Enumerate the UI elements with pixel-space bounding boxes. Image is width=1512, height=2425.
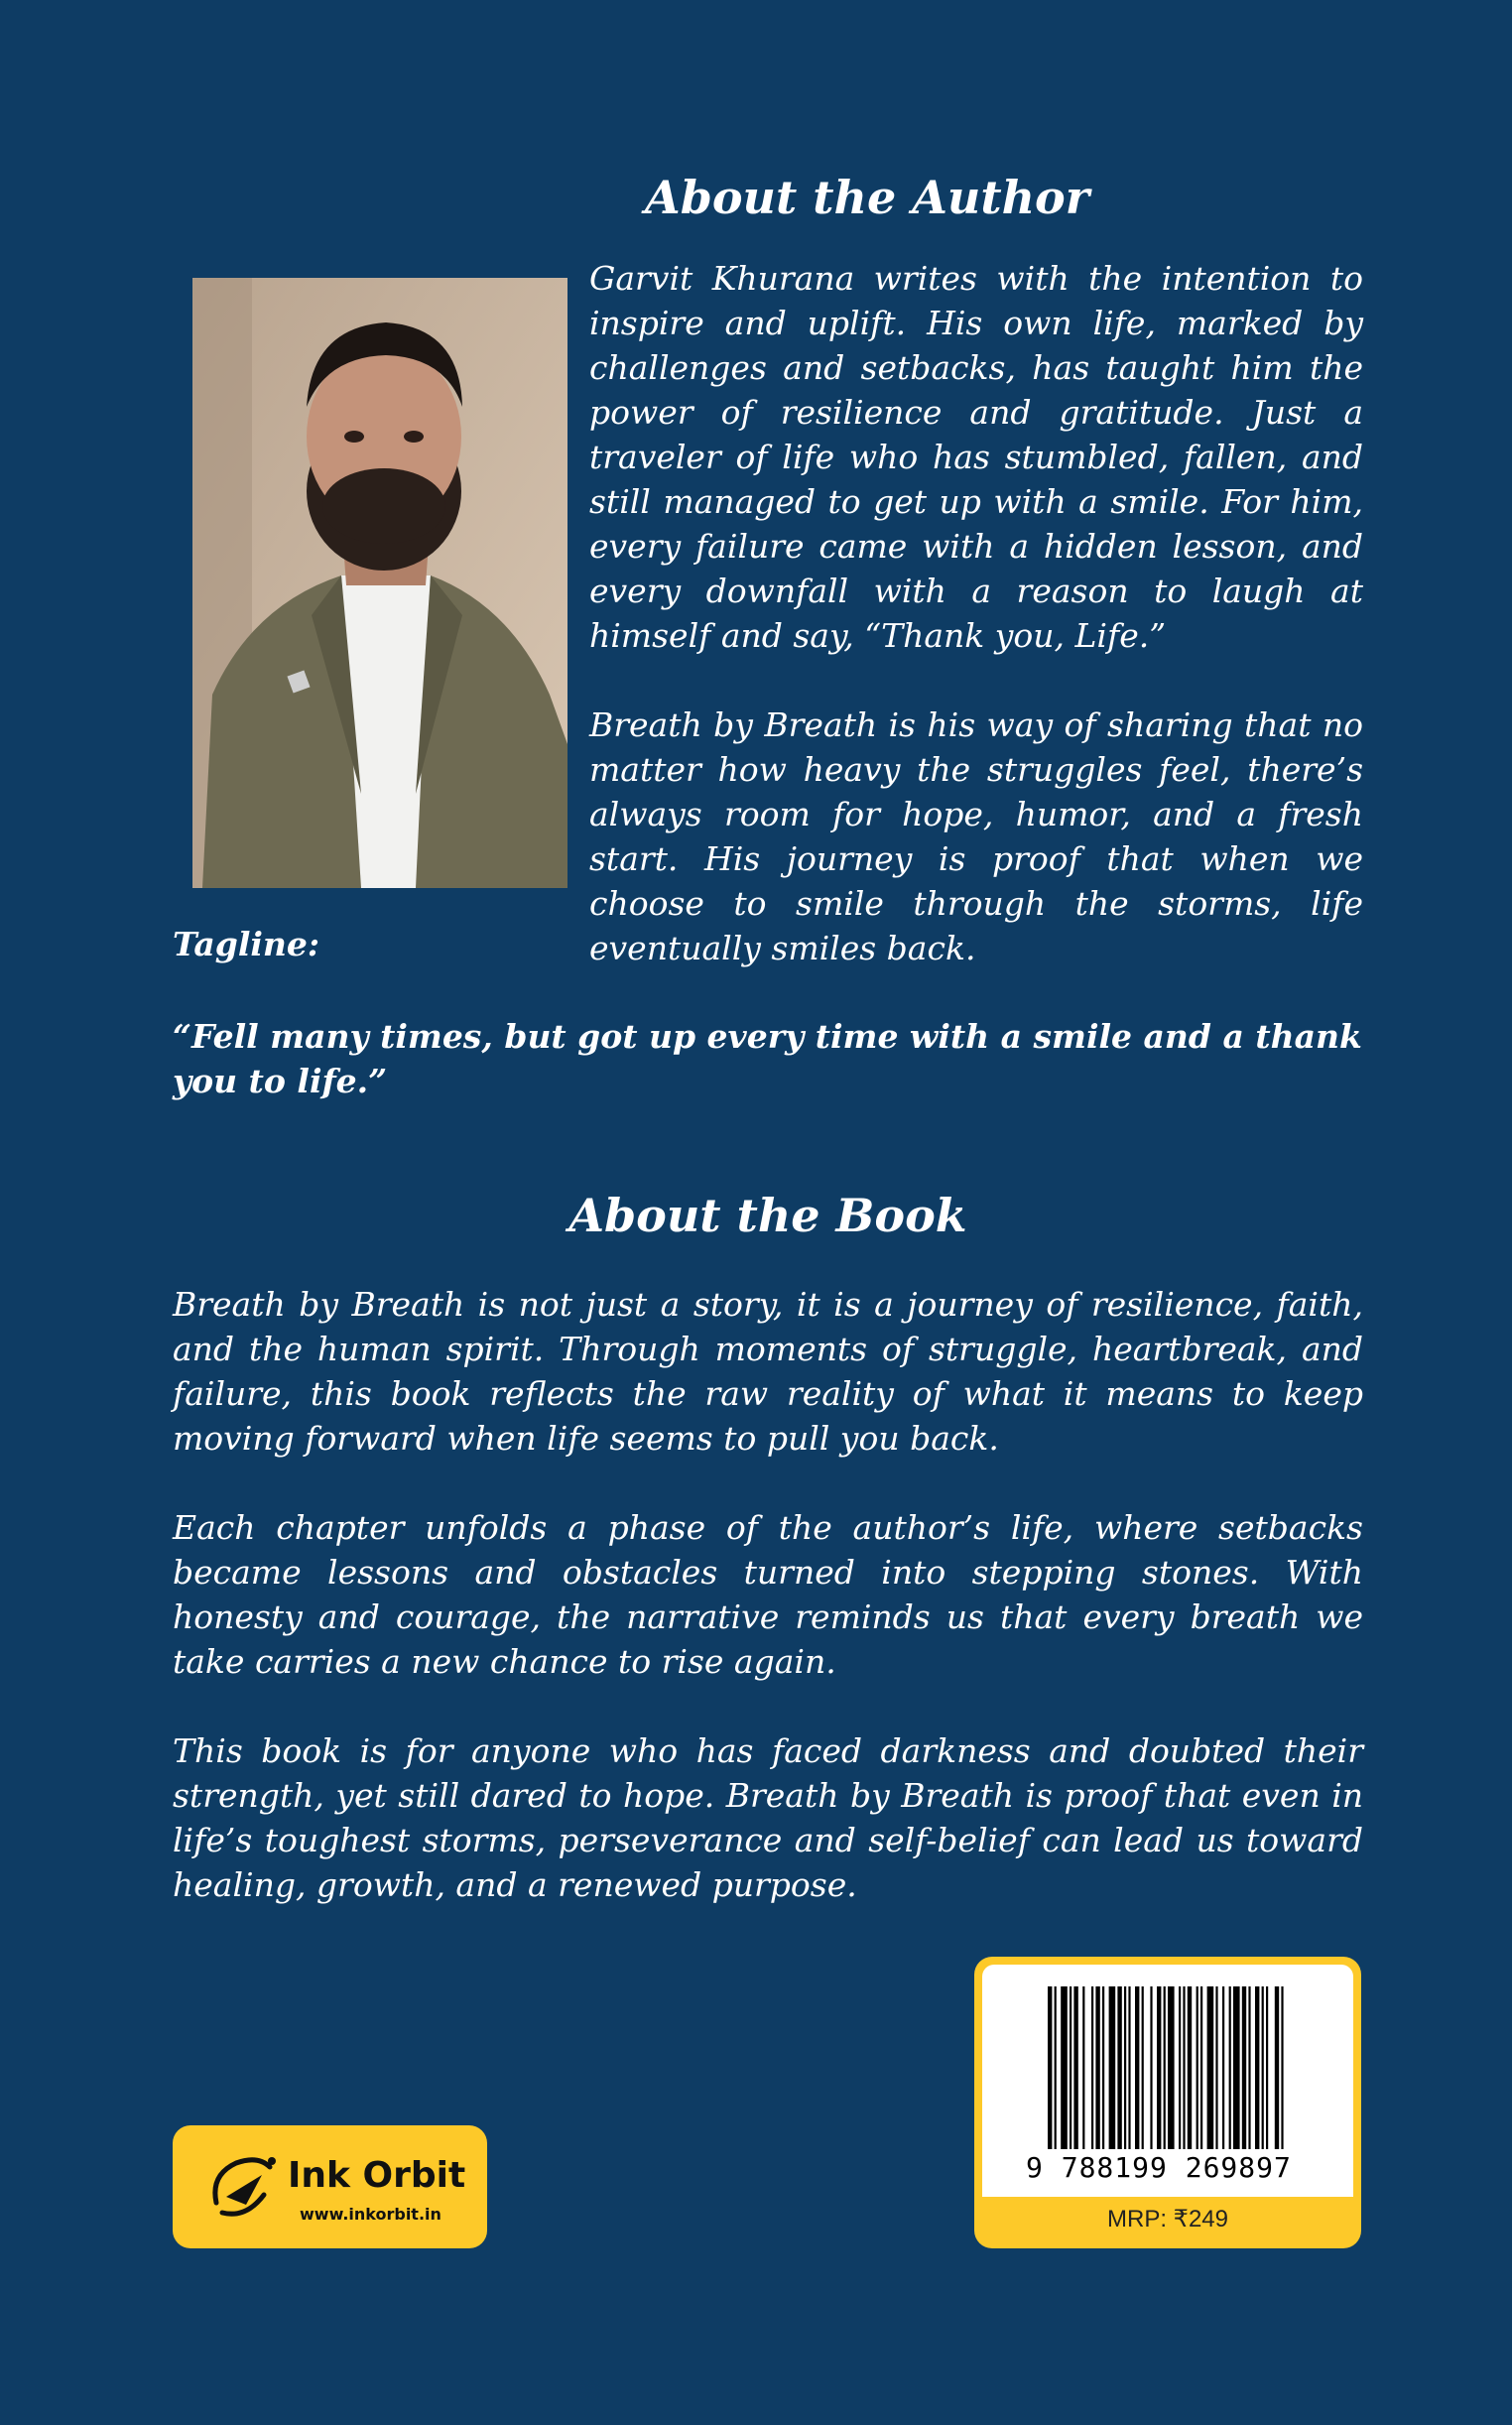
barcode-bar [1048,1986,1052,2149]
barcode-bar [1248,1986,1250,2149]
book-description-paragraph: Each chapter unfolds a phase of the author’s life, where setbacks became lessons and obstacles turned into stepping stones. With honesty and courage, the narrative reminds us that every breath we take carries a new chance to rise again. [173,1508,1363,1681]
barcode-bar [1222,1986,1224,2149]
barcode-bar [1233,1986,1240,2149]
isbn-digits: 9 788199 269897 [1026,2151,1292,2184]
author-bio [589,256,1363,1015]
author-photo [192,278,567,888]
barcode-bar [1275,1986,1279,2149]
barcode-bar [1157,1986,1161,2149]
book-description-paragraph: Breath by Breath is not just a story, it is a journey of resilience, faith, and the human spirit. Through moments of struggle, heartbreak, and failure, this book reflects the raw reality of what it means to keep moving forward when life seems to pull you back. [173,1285,1363,1458]
barcode-bar [1262,1986,1264,2149]
barcode-bar [1200,1986,1202,2149]
barcode-bar [1255,1986,1259,2149]
barcode-bar [1266,1986,1268,2149]
barcode-bar [1150,1986,1152,2149]
barcode-bar [1207,1986,1214,2149]
barcode-bar [1164,1986,1166,2149]
isbn-barcode [1048,1986,1308,2149]
barcode-bar [1117,1986,1121,2149]
barcode-bar [1128,1986,1130,2149]
barcode-bar [1197,1986,1198,2149]
barcode-bar [1073,1986,1077,2149]
barcode-bar [1124,1986,1126,2149]
barcode-bar [1055,1986,1057,2149]
publisher-name: Ink Orbit [288,2155,466,2196]
barcode-panel [982,1965,1353,2197]
barcode-bar [1183,1986,1185,2149]
barcode-bar [1135,1986,1139,2149]
barcode-bar [1281,1986,1283,2149]
barcode-bar [1082,1986,1084,2149]
barcode-bar [1142,1986,1144,2149]
mrp-label: MRP: ₹249 [1107,2206,1228,2233]
barcode-bar [1179,1986,1181,2149]
barcode-bar [1215,1986,1217,2149]
about-book-heading: About the Book [568,1189,967,1242]
book-description [173,1282,1363,1952]
author-bio-paragraph: Garvit Khurana writes with the intention to inspire and uplift. His own life, marked by challenges and setbacks, has taught him the power of resilience and gratitude. Just a traveler of life who has stumbled, fallen, and still managed to get up with a smile. For him, every failure came with a hidden lesson, and every downfall with a reason to laugh at himself and say, “Thank you, Life.” [589,259,1363,655]
barcode-bar [1091,1986,1093,2149]
author-bio-paragraph: Breath by Breath is his way of sharing that no matter how heavy the struggles feel, there’s always room for hope, humor, and a fresh start. His journey is proof that when we choose to smile through the storms, life eventually smiles back. [589,705,1363,967]
barcode-bar [1229,1986,1231,2149]
barcode-bar [1102,1986,1104,2149]
book-description-paragraph: This book is for anyone who has faced darkness and doubted their strength, yet still dared to hope. Breath by Breath is proof that even in life’s toughest storms, perseverance and self-belief can lead us toward healing, growth, and a renewed purpose. [173,1731,1363,1904]
publisher-logo-badge [173,2125,487,2248]
barcode-bar [1095,1986,1099,2149]
barcode-bar [1188,1986,1192,2149]
barcode-bar [1061,1986,1068,2149]
barcode-box [974,1957,1361,2248]
barcode-bar [1070,1986,1071,2149]
about-author-heading: About the Author [645,171,1089,224]
publisher-url: www.inkorbit.in [300,2205,441,2224]
barcode-bar [1109,1986,1116,2149]
ink-orbit-logo-icon [206,2147,282,2231]
tagline-label: Tagline: [173,925,320,963]
barcode-bar [1242,1986,1246,2149]
barcode-bar [1168,1986,1175,2149]
tagline-text: “Fell many times, but got up every time with a smile and a thank you to life.” [173,1017,1362,1100]
